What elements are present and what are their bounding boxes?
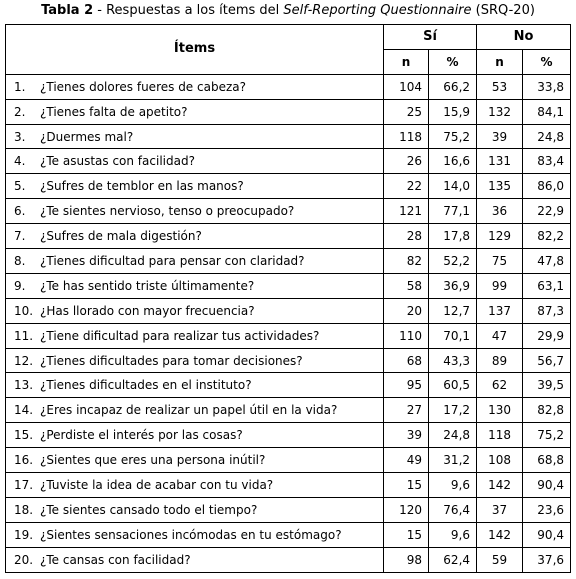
item-cell — [6, 398, 384, 423]
no-pct-cell: 84,1 — [523, 99, 571, 124]
item-number: 11. — [14, 328, 34, 343]
no-pct-cell: 90,4 — [523, 522, 571, 547]
si-pct-cell: 43,3 — [429, 348, 477, 373]
si-pct-cell: 36,9 — [429, 273, 477, 298]
item-number: 5. — [14, 179, 26, 194]
no-n-cell: 62 — [477, 373, 523, 398]
item-number: 17. — [14, 477, 34, 492]
item-cell — [6, 149, 384, 174]
item-number: 9. — [14, 278, 26, 293]
item-number: 12. — [14, 353, 34, 368]
item-number: 8. — [14, 253, 26, 268]
si-n-cell: 39 — [384, 423, 429, 448]
item-text: ¿Te sientes nervioso, tenso o preocupado? — [40, 204, 295, 219]
item-cell — [6, 522, 384, 547]
item-cell — [6, 323, 384, 348]
no-pct-cell: 33,8 — [523, 74, 571, 99]
table-row — [6, 124, 571, 149]
si-n-cell: 49 — [384, 448, 429, 473]
table-row — [6, 348, 571, 373]
item-number: 10. — [14, 303, 34, 318]
si-n-cell: 20 — [384, 298, 429, 323]
no-pct-cell: 22,9 — [523, 199, 571, 224]
si-pct-cell: 9,6 — [429, 473, 477, 498]
table-row — [6, 224, 571, 249]
si-n-cell: 118 — [384, 124, 429, 149]
si-n-cell: 82 — [384, 249, 429, 274]
no-n-cell: 99 — [477, 273, 523, 298]
item-cell — [6, 547, 384, 572]
srq20-table — [5, 24, 571, 573]
no-pct-cell: 24,8 — [523, 124, 571, 149]
item-cell — [6, 74, 384, 99]
no-n-cell: 89 — [477, 348, 523, 373]
si-pct-cell: 9,6 — [429, 522, 477, 547]
si-n-cell: 15 — [384, 522, 429, 547]
no-n-cell: 108 — [477, 448, 523, 473]
si-pct-cell: 52,2 — [429, 249, 477, 274]
table-row — [6, 99, 571, 124]
item-text: ¿Tienes falta de apetito? — [40, 104, 188, 119]
si-pct-cell: 70,1 — [429, 323, 477, 348]
item-number: 20. — [14, 552, 34, 567]
no-pct-cell: 23,6 — [523, 497, 571, 522]
si-pct-cell: 17,2 — [429, 398, 477, 423]
item-cell — [6, 473, 384, 498]
table-row — [6, 249, 571, 274]
no-n-cell: 118 — [477, 423, 523, 448]
item-text: ¿Te asustas con facilidad? — [40, 154, 195, 169]
si-pct-cell: 66,2 — [429, 74, 477, 99]
item-text: ¿Te sientes cansado todo el tiempo? — [40, 502, 258, 517]
no-pct-cell: 29,9 — [523, 323, 571, 348]
item-number: 3. — [14, 129, 26, 144]
item-text: ¿Tienes dificultades para tomar decisiones? — [40, 353, 303, 368]
si-pct-cell: 62,4 — [429, 547, 477, 572]
item-number: 19. — [14, 527, 34, 542]
no-n-cell: 132 — [477, 99, 523, 124]
si-n-cell: 15 — [384, 473, 429, 498]
no-pct-cell: 87,3 — [523, 298, 571, 323]
no-n-cell: 53 — [477, 74, 523, 99]
no-pct-cell: 86,0 — [523, 174, 571, 199]
table-row — [6, 174, 571, 199]
si-n-cell: 28 — [384, 224, 429, 249]
table-row — [6, 199, 571, 224]
no-n-cell: 131 — [477, 149, 523, 174]
si-pct-cell: 77,1 — [429, 199, 477, 224]
item-cell — [6, 199, 384, 224]
item-text: ¿Sientes sensaciones incómodas en tu estómago? — [40, 527, 342, 542]
table-row — [6, 298, 571, 323]
si-n-cell: 68 — [384, 348, 429, 373]
item-text: ¿Tienes dificultades en el instituto? — [40, 378, 252, 393]
si-pct-cell: 14,0 — [429, 174, 477, 199]
no-n-cell: 129 — [477, 224, 523, 249]
item-cell — [6, 423, 384, 448]
item-cell — [6, 497, 384, 522]
table-row — [6, 373, 571, 398]
table-row — [6, 547, 571, 572]
si-pct-cell: 12,7 — [429, 298, 477, 323]
si-pct-cell: 17,8 — [429, 224, 477, 249]
item-text: ¿Tiene dificultad para realizar tus actividades? — [40, 328, 320, 343]
item-number: 4. — [14, 154, 26, 169]
caption-questionnaire-name: Self-Reporting Questionnaire — [283, 3, 472, 18]
item-text: ¿Eres incapaz de realizar un papel útil en la vida? — [40, 403, 338, 418]
item-number: 2. — [14, 104, 26, 119]
item-cell — [6, 348, 384, 373]
no-pct-cell: 63,1 — [523, 273, 571, 298]
item-text: ¿Tuviste la idea de acabar con tu vida? — [40, 477, 274, 492]
no-n-cell: 142 — [477, 522, 523, 547]
table-caption — [0, 3, 576, 18]
item-text: ¿Sufres de temblor en las manos? — [40, 179, 244, 194]
si-n-cell: 120 — [384, 497, 429, 522]
table-row — [6, 448, 571, 473]
table-row — [6, 423, 571, 448]
item-text: ¿Sientes que eres una persona inútil? — [40, 453, 266, 468]
item-number: 16. — [14, 453, 34, 468]
si-n-cell: 104 — [384, 74, 429, 99]
no-n-cell: 75 — [477, 249, 523, 274]
caption-label: Tabla 2 — [41, 3, 94, 18]
si-pct-header: % — [429, 49, 477, 74]
si-n-cell: 121 — [384, 199, 429, 224]
item-text: ¿Perdiste el interés por las cosas? — [40, 428, 243, 443]
si-n-cell: 98 — [384, 547, 429, 572]
item-text: ¿Tienes dificultad para pensar con claridad? — [40, 253, 305, 268]
item-number: 15. — [14, 428, 34, 443]
item-number: 7. — [14, 229, 26, 244]
item-text: ¿Te cansas con facilidad? — [40, 552, 191, 567]
no-n-cell: 37 — [477, 497, 523, 522]
no-pct-cell: 47,8 — [523, 249, 571, 274]
si-n-cell: 58 — [384, 273, 429, 298]
table-row — [6, 497, 571, 522]
si-n-cell: 25 — [384, 99, 429, 124]
no-pct-cell: 82,2 — [523, 224, 571, 249]
si-pct-cell: 24,8 — [429, 423, 477, 448]
si-pct-cell: 15,9 — [429, 99, 477, 124]
no-n-cell: 47 — [477, 323, 523, 348]
item-number: 14. — [14, 403, 34, 418]
si-pct-cell: 16,6 — [429, 149, 477, 174]
header-row — [6, 25, 571, 50]
table-row — [6, 398, 571, 423]
si-pct-cell: 60,5 — [429, 373, 477, 398]
item-number: 6. — [14, 204, 26, 219]
no-n-cell: 130 — [477, 398, 523, 423]
table-row — [6, 149, 571, 174]
no-pct-cell: 39,5 — [523, 373, 571, 398]
item-text: ¿Has llorado con mayor frecuencia? — [40, 303, 255, 318]
item-cell — [6, 273, 384, 298]
item-cell — [6, 174, 384, 199]
item-cell — [6, 124, 384, 149]
item-text: ¿Te has sentido triste últimamente? — [40, 278, 255, 293]
si-pct-cell: 75,2 — [429, 124, 477, 149]
no-n-cell: 59 — [477, 547, 523, 572]
no-pct-cell: 37,6 — [523, 547, 571, 572]
no-pct-header: % — [523, 49, 571, 74]
si-n-cell: 27 — [384, 398, 429, 423]
items-header: Ítems — [6, 25, 384, 75]
table-row — [6, 273, 571, 298]
no-n-header: n — [477, 49, 523, 74]
item-number: 13. — [14, 378, 34, 393]
no-header: No — [477, 25, 571, 50]
item-cell — [6, 99, 384, 124]
si-header: Sí — [384, 25, 477, 50]
no-pct-cell: 56,7 — [523, 348, 571, 373]
si-n-cell: 110 — [384, 323, 429, 348]
no-n-cell: 142 — [477, 473, 523, 498]
no-pct-cell: 83,4 — [523, 149, 571, 174]
no-pct-cell: 68,8 — [523, 448, 571, 473]
item-text: ¿Sufres de mala digestión? — [40, 229, 202, 244]
item-text: ¿Tienes dolores fueres de cabeza? — [40, 79, 246, 94]
table-row — [6, 74, 571, 99]
no-n-cell: 36 — [477, 199, 523, 224]
item-cell — [6, 298, 384, 323]
table-row — [6, 323, 571, 348]
item-cell — [6, 224, 384, 249]
no-pct-cell: 82,8 — [523, 398, 571, 423]
item-text: ¿Duermes mal? — [40, 129, 134, 144]
si-pct-cell: 31,2 — [429, 448, 477, 473]
no-n-cell: 137 — [477, 298, 523, 323]
no-n-cell: 135 — [477, 174, 523, 199]
table-row — [6, 522, 571, 547]
caption-suffix: (SRQ-20) — [471, 3, 535, 18]
si-n-header: n — [384, 49, 429, 74]
si-pct-cell: 76,4 — [429, 497, 477, 522]
no-n-cell: 39 — [477, 124, 523, 149]
caption-text: - Respuestas a los ítems del — [93, 3, 284, 18]
si-n-cell: 22 — [384, 174, 429, 199]
item-number: 1. — [14, 79, 26, 94]
item-cell — [6, 373, 384, 398]
item-cell — [6, 448, 384, 473]
si-n-cell: 95 — [384, 373, 429, 398]
item-cell — [6, 249, 384, 274]
table-row — [6, 473, 571, 498]
item-number: 18. — [14, 502, 34, 517]
si-n-cell: 26 — [384, 149, 429, 174]
no-pct-cell: 75,2 — [523, 423, 571, 448]
no-pct-cell: 90,4 — [523, 473, 571, 498]
